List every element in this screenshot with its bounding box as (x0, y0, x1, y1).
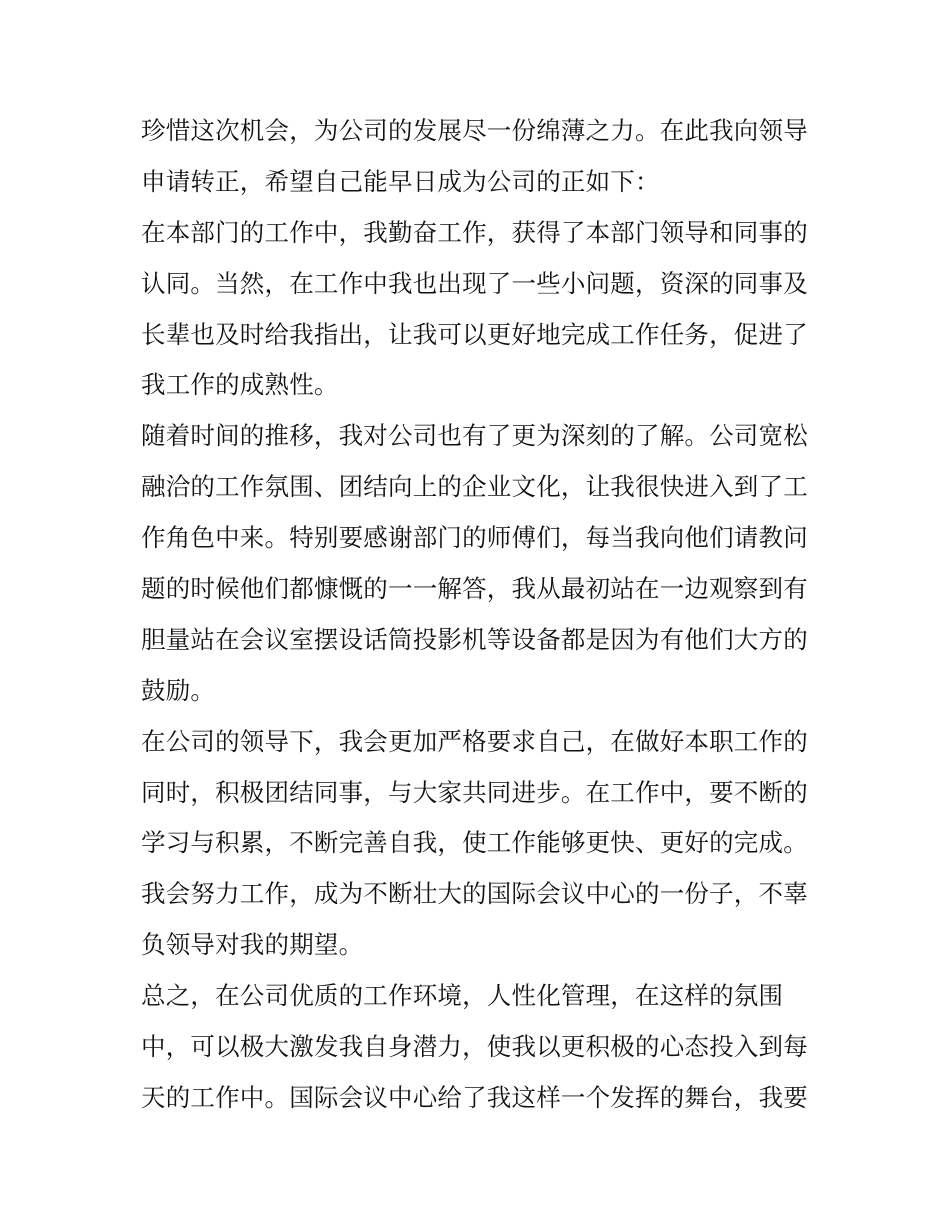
text-line-16: 我会努力工作，成为不断壮大的国际会议中心的一份子，不辜 (141, 879, 808, 909)
text-line-15: 学习与积累，不断完善自我，使工作能够更快、更好的完成。 (141, 828, 808, 858)
text-line-4: 认同。当然，在工作中我也出现了一些小问题，资深的同事及 (141, 268, 808, 298)
text-line-13: 在公司的领导下，我会更加严格要求自己，在做好本职工作的 (141, 726, 808, 756)
text-line-6: 我工作的成熟性。 (141, 370, 339, 400)
text-line-7: 随着时间的推移，我对公司也有了更为深刻的了解。公司宽松 (141, 421, 808, 451)
text-line-14: 同时，积极团结同事，与大家共同进步。在工作中，要不断的 (141, 777, 808, 807)
text-line-17: 负领导对我的期望。 (141, 930, 364, 960)
text-line-5: 长辈也及时给我指出，让我可以更好地完成工作任务，促进了 (141, 319, 808, 349)
text-line-18: 总之，在公司优质的工作环境，人性化管理，在这样的氛围 (141, 981, 784, 1011)
text-line-19: 中，可以极大激发我自身潜力，使我以更积极的心态投入到每 (141, 1032, 808, 1062)
text-line-3: 在本部门的工作中，我勤奋工作，获得了本部门领导和同事的 (141, 217, 808, 247)
document-body (141, 106, 821, 1124)
text-line-8: 融洽的工作氛围、团结向上的企业文化，让我很快进入到了工 (141, 472, 808, 502)
text-line-10: 题的时候他们都慷慨的一一解答，我从最初站在一边观察到有 (141, 574, 808, 604)
text-line-2: 申请转正，希望自己能早日成为公司的正如下： (141, 166, 660, 196)
text-line-20: 天的工作中。国际会议中心给了我这样一个发挥的舞台，我要 (141, 1082, 808, 1112)
text-line-9: 作角色中来。特别要感谢部门的师傅们，每当我向他们请教问 (141, 523, 808, 553)
text-line-11: 胆量站在会议室摆设话筒投影机等设备都是因为有他们大方的 (141, 624, 808, 654)
text-line-1: 珍惜这次机会，为公司的发展尽一份绵薄之力。在此我向领导 (141, 116, 808, 145)
text-line-12: 鼓励。 (141, 675, 216, 705)
